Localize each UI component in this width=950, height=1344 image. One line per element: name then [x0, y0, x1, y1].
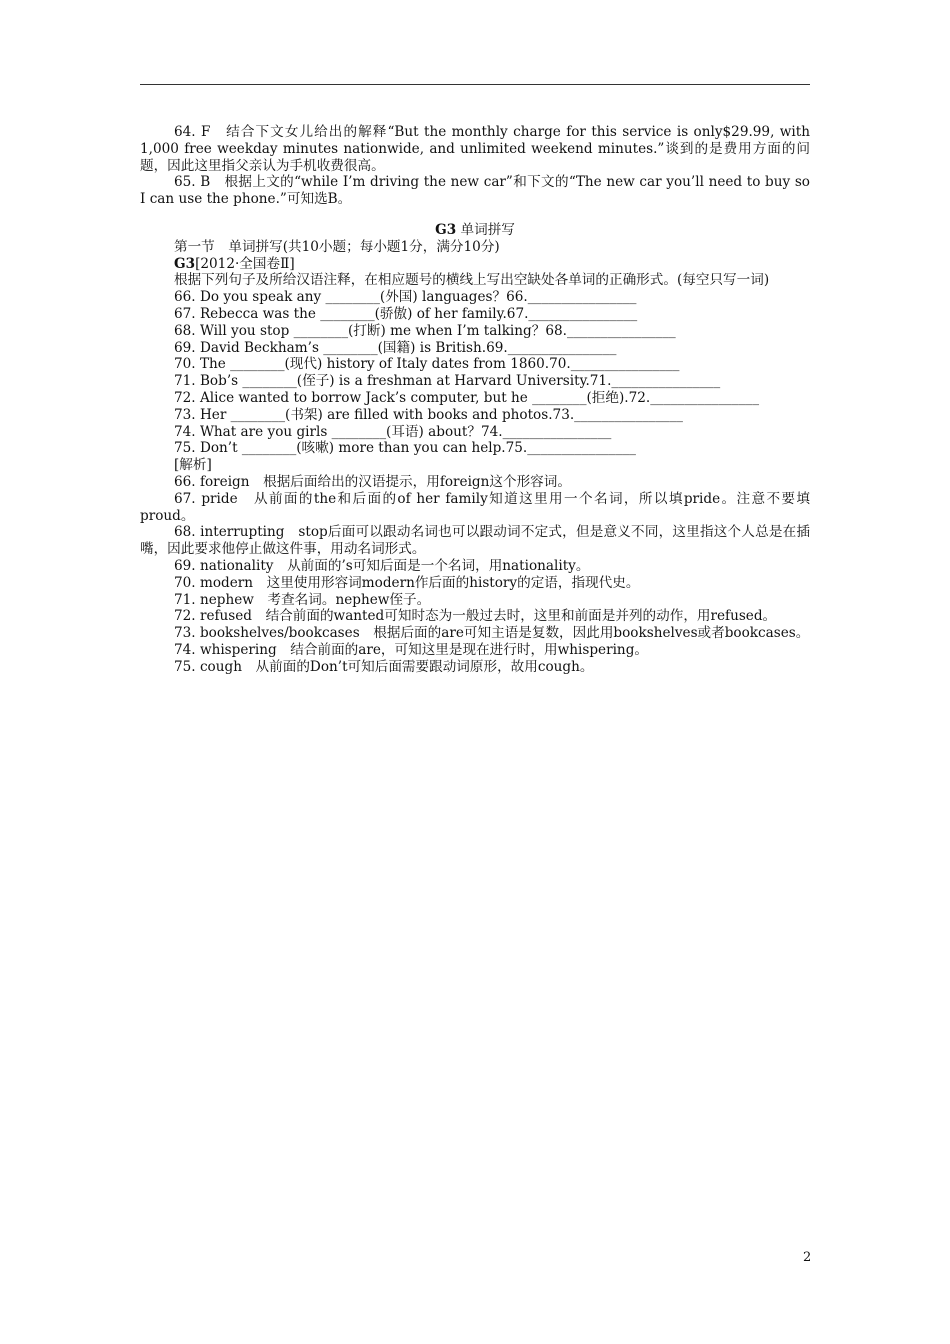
question-73: 73. Her ________(书架) are filled with books and photos.73.________________: [174, 406, 683, 423]
answer-64: 64. F 结合下文女儿给出的解释“But the monthly charge for this service is only$29.99, with 1,000 free weekday minutes nationwide, and unlimited weekend minutes.”谈到的是费用方面的问题，因此这里指父亲认为手机收费很高。: [140, 124, 810, 174]
section-heading: [140, 222, 810, 239]
analysis-75: 75. cough 从前面的Don’t可知后面需要跟动词原形，故用cough。: [174, 658, 594, 675]
section-title: 单词拼写: [460, 221, 515, 238]
analysis-73: 73. bookshelves/bookcases 根据后面的are可知主语是复数，因此用bookshelves或者bookcases。: [174, 625, 810, 642]
section-code: G3: [435, 221, 457, 238]
analysis-66: 66. foreign 根据后面给出的汉语提示，用foreign这个形容词。: [174, 473, 571, 490]
header-rule: [140, 84, 810, 85]
document-body: [140, 124, 810, 676]
question-67: 67. Rebecca was the ________(骄傲) of her family.67.________________: [174, 305, 638, 322]
analysis-71: 71. nephew 考查名词。nephew侄子。: [174, 591, 431, 608]
question-72: 72. Alice wanted to borrow Jack’s computer, but he ________(拒绝).72.________________: [174, 389, 759, 406]
question-66: 66. Do you speak any ________(外国) languages？66.________________: [174, 289, 637, 306]
question-71: 71. Bob’s ________(侄子) is a freshman at Harvard University.71.________________: [174, 373, 721, 390]
question-74: 74. What are you girls ________(耳语) about？74.________________: [174, 423, 612, 440]
answer-65: 65. B 根据上文的“while I’m driving the new car”和下文的“The new car you’ll need to buy so I can use the phone.”可知选B。: [140, 174, 810, 208]
question-68: 68. Will you stop ________(打断) me when I’m talking？68.________________: [174, 322, 676, 339]
section-instruction: 根据下列句子及所给汉语注释，在相应题号的横线上写出空缺处各单词的正确形式。(每空只写一词): [174, 272, 770, 289]
question-69: 69. David Beckham’s ________(国籍) is British.69.________________: [174, 339, 617, 356]
analysis-67: 67. pride 从前面的the和后面的of her family知道这里用一个名词，所以填pride。注意不要填proud。: [140, 490, 810, 524]
section-subtitle: 第一节 单词拼写(共10小题；每小题1分，满分10分): [174, 238, 500, 255]
page-number: 2: [803, 1250, 812, 1265]
analysis-69: 69. nationality 从前面的’s可知后面是一个名词，用nationality。: [174, 557, 590, 574]
question-70: 70. The ________(现代) history of Italy dates from 1860.70.________________: [174, 356, 680, 373]
section-source: G3[2012·全国卷Ⅱ]: [174, 255, 295, 272]
analysis-72: 72. refused 结合前面的wanted可知时态为一般过去时，这里和前面是并列的动作，用refused。: [174, 608, 777, 625]
question-75: 75. Don’t ________(咳嗽) more than you can help.75.________________: [174, 440, 636, 457]
analysis-label: [解析]: [174, 457, 212, 474]
analysis-68: 68. interrupting stop后面可以跟动名词也可以跟动词不定式，但是意义不同，这里指这个人总是在插嘴，因此要求他停止做这件事，用动名词形式。: [140, 524, 810, 558]
analysis-70: 70. modern 这里使用形容词modern作后面的history的定语，指现代史。: [174, 574, 640, 591]
analysis-74: 74. whispering 结合前面的are，可知这里是现在进行时，用whispering。: [174, 641, 648, 658]
